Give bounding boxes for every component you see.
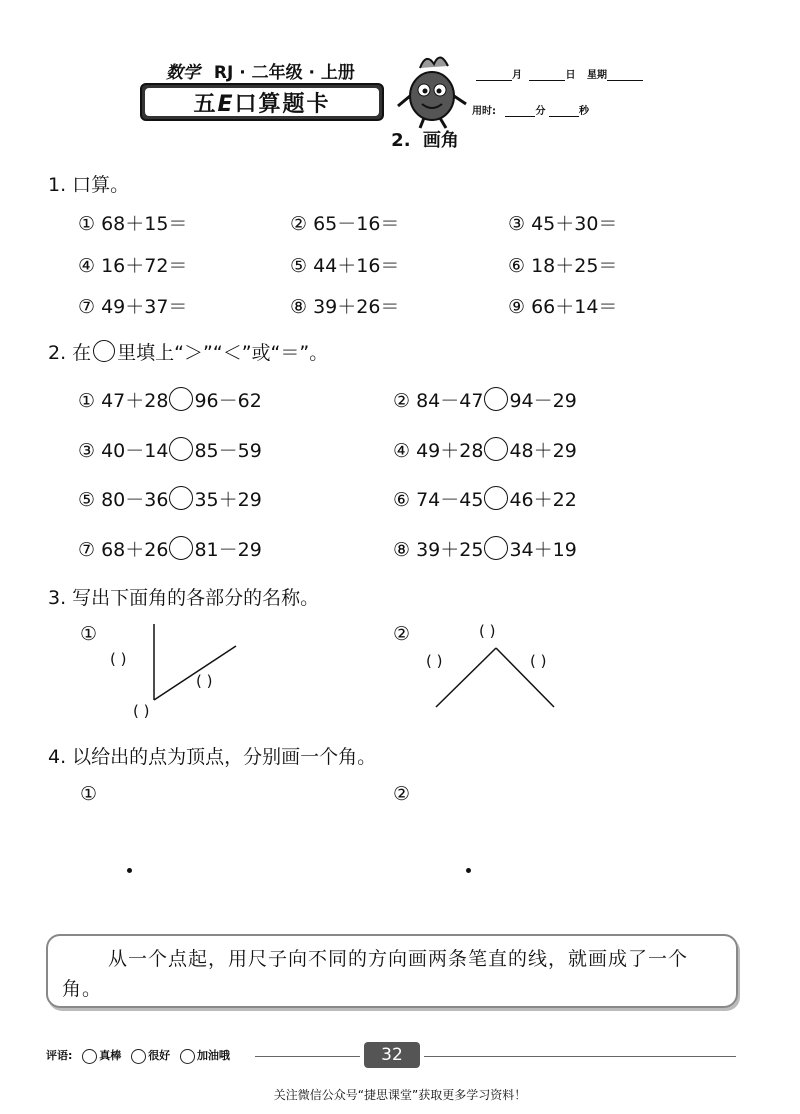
q1-item-5: ⑤ 44＋16＝: [290, 255, 400, 277]
q2-item-6: [393, 485, 577, 512]
vertex-point-1[interactable]: [127, 868, 132, 873]
q2-left-expr: ⑦ 68＋26: [78, 539, 169, 561]
q2-item-4: [393, 436, 577, 463]
rating-cheer: 加油哦: [196, 1049, 230, 1062]
title-part3: 口算题卡: [234, 92, 331, 117]
q3-label-1: ①: [80, 623, 98, 645]
second-label: 秒: [578, 106, 589, 117]
card-title: [142, 87, 382, 118]
edition: RJ · 二年级 · 上册: [213, 63, 355, 83]
answer-circle-icon[interactable]: [484, 437, 508, 461]
blank-paren-side[interactable]: ( ): [530, 652, 547, 670]
time-line: [472, 102, 589, 117]
q2-left-expr: ① 47＋28: [78, 390, 169, 412]
q2-left-expr: ④ 49＋28: [393, 440, 484, 462]
q2-right-expr: 46＋22: [509, 489, 577, 511]
blank-paren-side[interactable]: ( ): [196, 672, 213, 690]
q2-right-expr: 96－62: [194, 390, 262, 412]
rating-label: 评语:: [46, 1049, 73, 1062]
time-label: 用时:: [472, 106, 496, 117]
q1-item-3: ③ 45＋30＝: [508, 213, 618, 235]
footer-divider-left: [255, 1056, 360, 1057]
q2-item-3: [78, 436, 262, 463]
title-part1: 五: [193, 92, 218, 117]
q2-item-8: [393, 535, 577, 562]
q2-left-expr: ⑤ 80－36: [78, 489, 169, 511]
q4-title: 4. 以给出的点为顶点，分别画一个角。: [48, 746, 377, 768]
answer-circle-icon[interactable]: [484, 486, 508, 510]
q2-item-7: [78, 535, 262, 562]
answer-circle-icon: [93, 340, 115, 362]
footer-divider-right: [424, 1056, 736, 1057]
q2-right-expr: 35＋29: [194, 489, 262, 511]
blank-paren-side[interactable]: ( ): [110, 650, 127, 668]
good-face-icon[interactable]: [131, 1049, 146, 1064]
q1-item-9: ⑨ 66＋14＝: [508, 296, 618, 318]
q2-item-2: [393, 386, 577, 413]
lesson-title: 画角: [422, 130, 459, 151]
blank-paren-vertex[interactable]: ( ): [479, 622, 496, 640]
angle-1: [154, 624, 236, 700]
answer-circle-icon[interactable]: [169, 387, 193, 411]
subject-edition: [166, 58, 355, 83]
q1-item-7: ⑦ 49＋37＝: [78, 296, 188, 318]
wechat-notice: 关注微信公众号“捷思课堂”获取更多学习资料！: [273, 1088, 527, 1102]
q1-item-6: ⑥ 18＋25＝: [508, 255, 618, 277]
q2-title: [48, 338, 328, 365]
lesson-number: 2.: [391, 130, 411, 151]
q2-item-1: [78, 386, 262, 413]
answer-circle-icon[interactable]: [169, 437, 193, 461]
title-part2: E: [217, 92, 235, 117]
q4-label-2: ②: [393, 783, 411, 805]
rating-great: 真棒: [99, 1049, 122, 1062]
q2-right-expr: 85－59: [194, 440, 262, 462]
title-banner: [140, 83, 384, 121]
month-label: 月: [512, 70, 522, 81]
q4-label-1: ①: [80, 783, 98, 805]
answer-circle-icon[interactable]: [169, 486, 193, 510]
tip-text: 从一个点起，用尺子向不同的方向画两条笔直的线，就画成了一个角。: [62, 948, 689, 1000]
q2-left-expr: ③ 40－14: [78, 440, 169, 462]
q3-title: 3. 写出下面角的各部分的名称。: [48, 587, 320, 609]
q3-label-2: ②: [393, 623, 411, 645]
q1-item-2: ② 65－16＝: [290, 213, 400, 235]
great-face-icon[interactable]: [82, 1049, 97, 1064]
minute-label: 分: [535, 106, 546, 117]
q2-right-expr: 48＋29: [509, 440, 577, 462]
blank-paren-vertex[interactable]: ( ): [133, 702, 150, 720]
subject: 数学: [166, 63, 200, 83]
answer-circle-icon[interactable]: [169, 536, 193, 560]
q2-left-expr: ② 84－47: [393, 390, 484, 412]
q2-right-expr: 34＋19: [509, 539, 577, 561]
cheer-face-icon[interactable]: [180, 1049, 195, 1064]
q1-item-8: ⑧ 39＋26＝: [290, 296, 400, 318]
vertex-point-2[interactable]: [466, 868, 471, 873]
rating-row: [46, 1047, 230, 1064]
q2-right-expr: 94－29: [509, 390, 577, 412]
lesson-heading: [0, 126, 800, 152]
page-number: 32: [364, 1042, 420, 1068]
q1-item-4: ④ 16＋72＝: [78, 255, 188, 277]
q2-title-b: 里填上“＞”“＜”或“＝”。: [117, 342, 329, 364]
q2-title-a: 2. 在: [48, 342, 92, 364]
day-label: 日: [565, 70, 576, 81]
q2-left-expr: ⑥ 74－45: [393, 489, 484, 511]
mascot-icon: [392, 46, 470, 130]
answer-circle-icon[interactable]: [484, 387, 508, 411]
q1-title: 1. 口算。: [48, 174, 130, 196]
q1-item-1: ① 68＋15＝: [78, 213, 188, 235]
blank-paren-side[interactable]: ( ): [426, 652, 443, 670]
answer-circle-icon[interactable]: [484, 536, 508, 560]
rating-good: 很好: [148, 1049, 171, 1062]
week-label: 星期: [586, 70, 607, 81]
date-line: [476, 66, 643, 81]
q2-left-expr: ⑧ 39＋25: [393, 539, 484, 561]
q2-right-expr: 81－29: [194, 539, 262, 561]
q2-item-5: [78, 485, 262, 512]
